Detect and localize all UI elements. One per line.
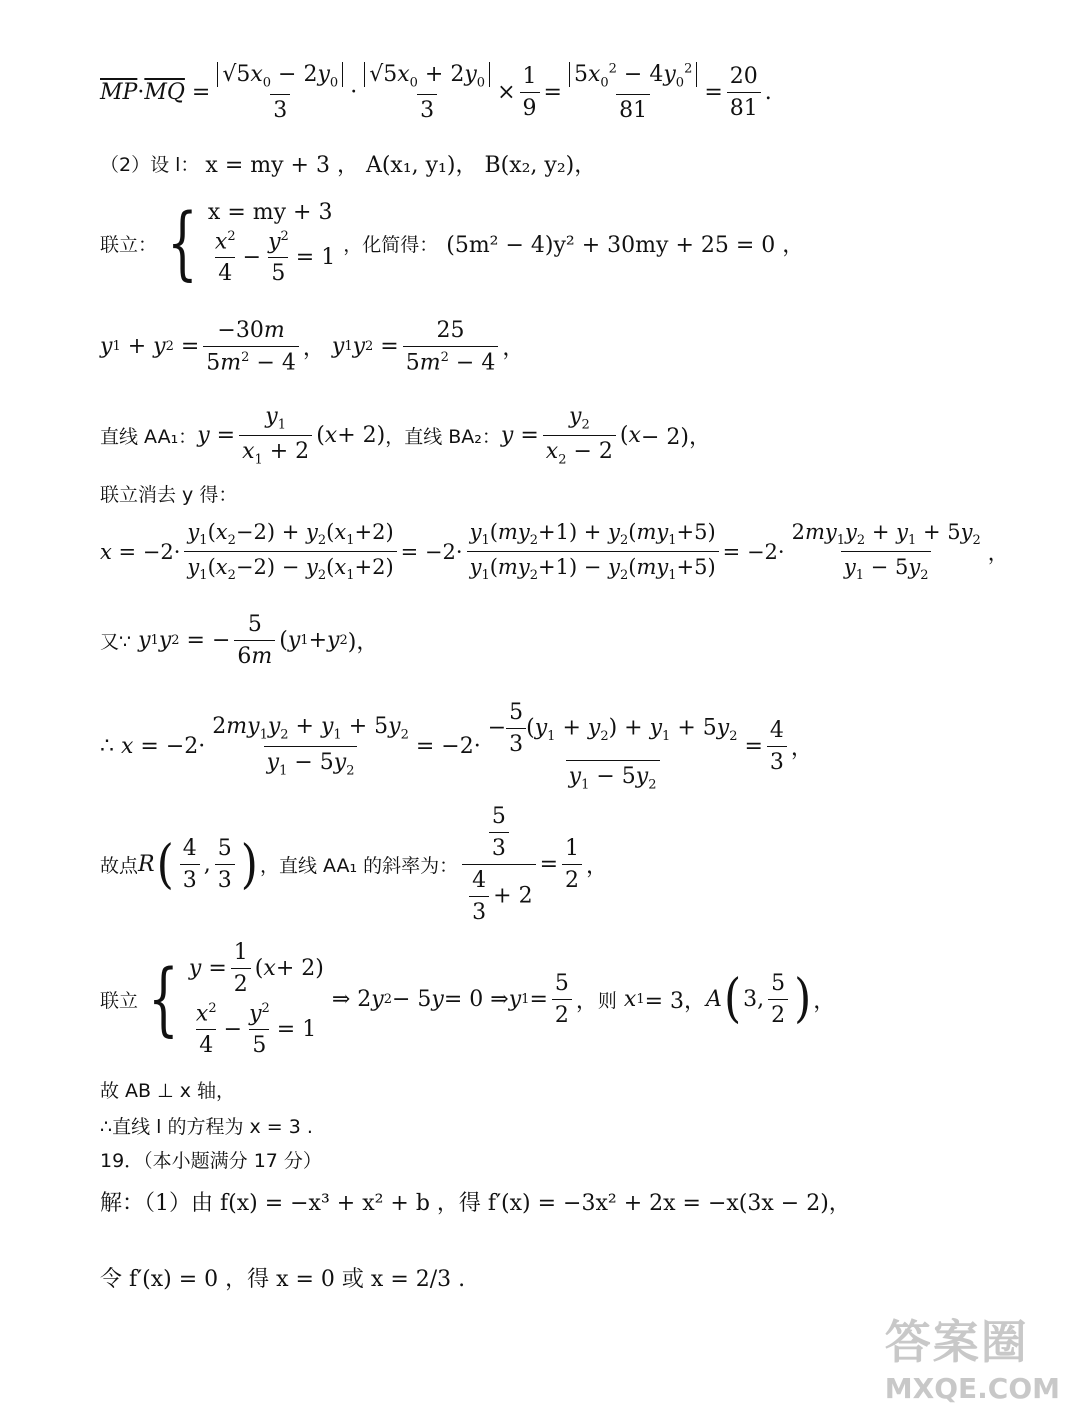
label-since: 又∵ — [100, 631, 132, 653]
label-aa1: 直线 AA₁： — [100, 426, 198, 449]
quadratic-result: (5m² − 4)y² + 30my + 25 = 0 ， — [446, 232, 805, 258]
watermark-logo-text: 答案圈 — [884, 1315, 1029, 1369]
line-simultaneous-1: 联立： { x = my + 3 $\frac{x^2}{4}$ − $\frac{y^2}{5}$ = 1 ，化简得： (5m² − 4)y² + 30my + 25 = 0 ， — [100, 196, 805, 290]
label-simultaneous: 联立： — [100, 233, 158, 256]
line-therefore-x: ∴ x = −2· $\frac{2my_1y_2 + y_1 + 5y_2}{y_1 - 5y_2}$ = −2· − $\frac{5}{3}$ $(y_1 + y_2) + y_1 + 5y_2$ $y_1 - 5y_2$ = $\frac{4}{3}$ ， — [100, 700, 813, 793]
line-point-r: 故点 R ( $\frac{4}{3}$ , $\frac{5}{3}$ ) ，直线 AA₁ 的斜率为： $\frac{5}{3}$ $\frac{4}{3}$ + 2 = $\frac{1}{2}$ ， — [100, 804, 609, 925]
system-row-1: x = my + 3 — [207, 200, 333, 225]
line-simultaneous-2: 联立 { y = $\frac{1}{2}$ ( x + 2) $\frac{x^2}{4}$ − $\frac{y^2}{5}$ = 1 ⇒ 2 y 2 − 5 y = 0 ⇒ y 1 = $\frac{5}{2}$ ， 则 x 1 = 3， A ( 3, $\frac{5}{2}$ ) ， — [100, 940, 836, 1059]
equation-mp-mq: $\overline{MP}$ · $\overline{MQ}$ = $\frac{√5x_0 - 2y_0}{3}$ · $\frac{√5x_0 + 2y_0}{3}$ × $\frac{1}{9}$ = $\frac{5x_0^2 - 4y_0^2}{81}$ = $\frac{20}{81}$ . — [100, 62, 772, 123]
label-point: 故点 — [100, 855, 139, 877]
label-simplify: ，化简得： — [343, 233, 439, 256]
math-set-l: x = my + 3 ， A(x₁, y₁)， B(x₂, y₂)， — [205, 153, 597, 178]
line-x-expression: x = −2· $\frac{y_1(x_2-2) + y_2(x_1+2)}{y_1(x_2-2) - y_2(x_1+2)}$ = −2· $\frac{y_1(my_2+1) + y_2(my_1+5)}{y_1(my_2+1) - y_2(my_1+5)}$ = −2· $\frac{2my_1y_2 + y_1 + 5y_2}{y_1 - 5y_2}$ ， — [100, 520, 1009, 584]
line-critical-points: 令 f′(x) = 0 ，得 x = 0 或 x = 2/3 . — [100, 1267, 466, 1292]
watermark-url: MXQE.COM — [884, 1372, 1060, 1405]
line-ab-perp: 故 AB ⊥ x 轴， — [100, 1080, 235, 1102]
label-simultaneous-2: 联立 — [100, 989, 139, 1012]
label-ba2: ，直线 BA₂： — [385, 426, 501, 449]
line-lines-aa1-ba2: 直线 AA₁： y = $\frac{y_1}{x_1 + 2}$ ( x + 2) ，直线 BA₂： y = $\frac{y_2}{x_2 - 2}$ ( x − 2)， — [100, 404, 711, 468]
line-derivative: 解：（1）由 f(x) = −x³ + x² + b ，得 f′(x) = −3x² + 2x = −x(3x − 2)， — [100, 1191, 851, 1216]
label-set-l: （2）设 l： — [100, 154, 200, 176]
line-eliminate-y: 联立消去 y 得： — [100, 484, 238, 506]
watermark — [885, 1306, 1060, 1405]
line-l-equation: ∴直线 l 的方程为 x = 3 . — [100, 1116, 313, 1138]
line-vieta: y 1 + y 2 = $\frac{-30m}{5m^2 - 4}$ ， y 1 y 2 = $\frac{25}{5m^2 - 4}$ ， — [100, 318, 525, 376]
line-set-l — [100, 148, 596, 179]
line-since: 又∵ y 1 y 2 = − $\frac{5}{6m}$ ( y 1 + y 2 )， — [100, 612, 379, 669]
label-slope: ，直线 AA₁ 的斜率为： — [259, 855, 459, 877]
problem-19-heading: 19．（本小题满分 17 分） — [100, 1150, 322, 1172]
